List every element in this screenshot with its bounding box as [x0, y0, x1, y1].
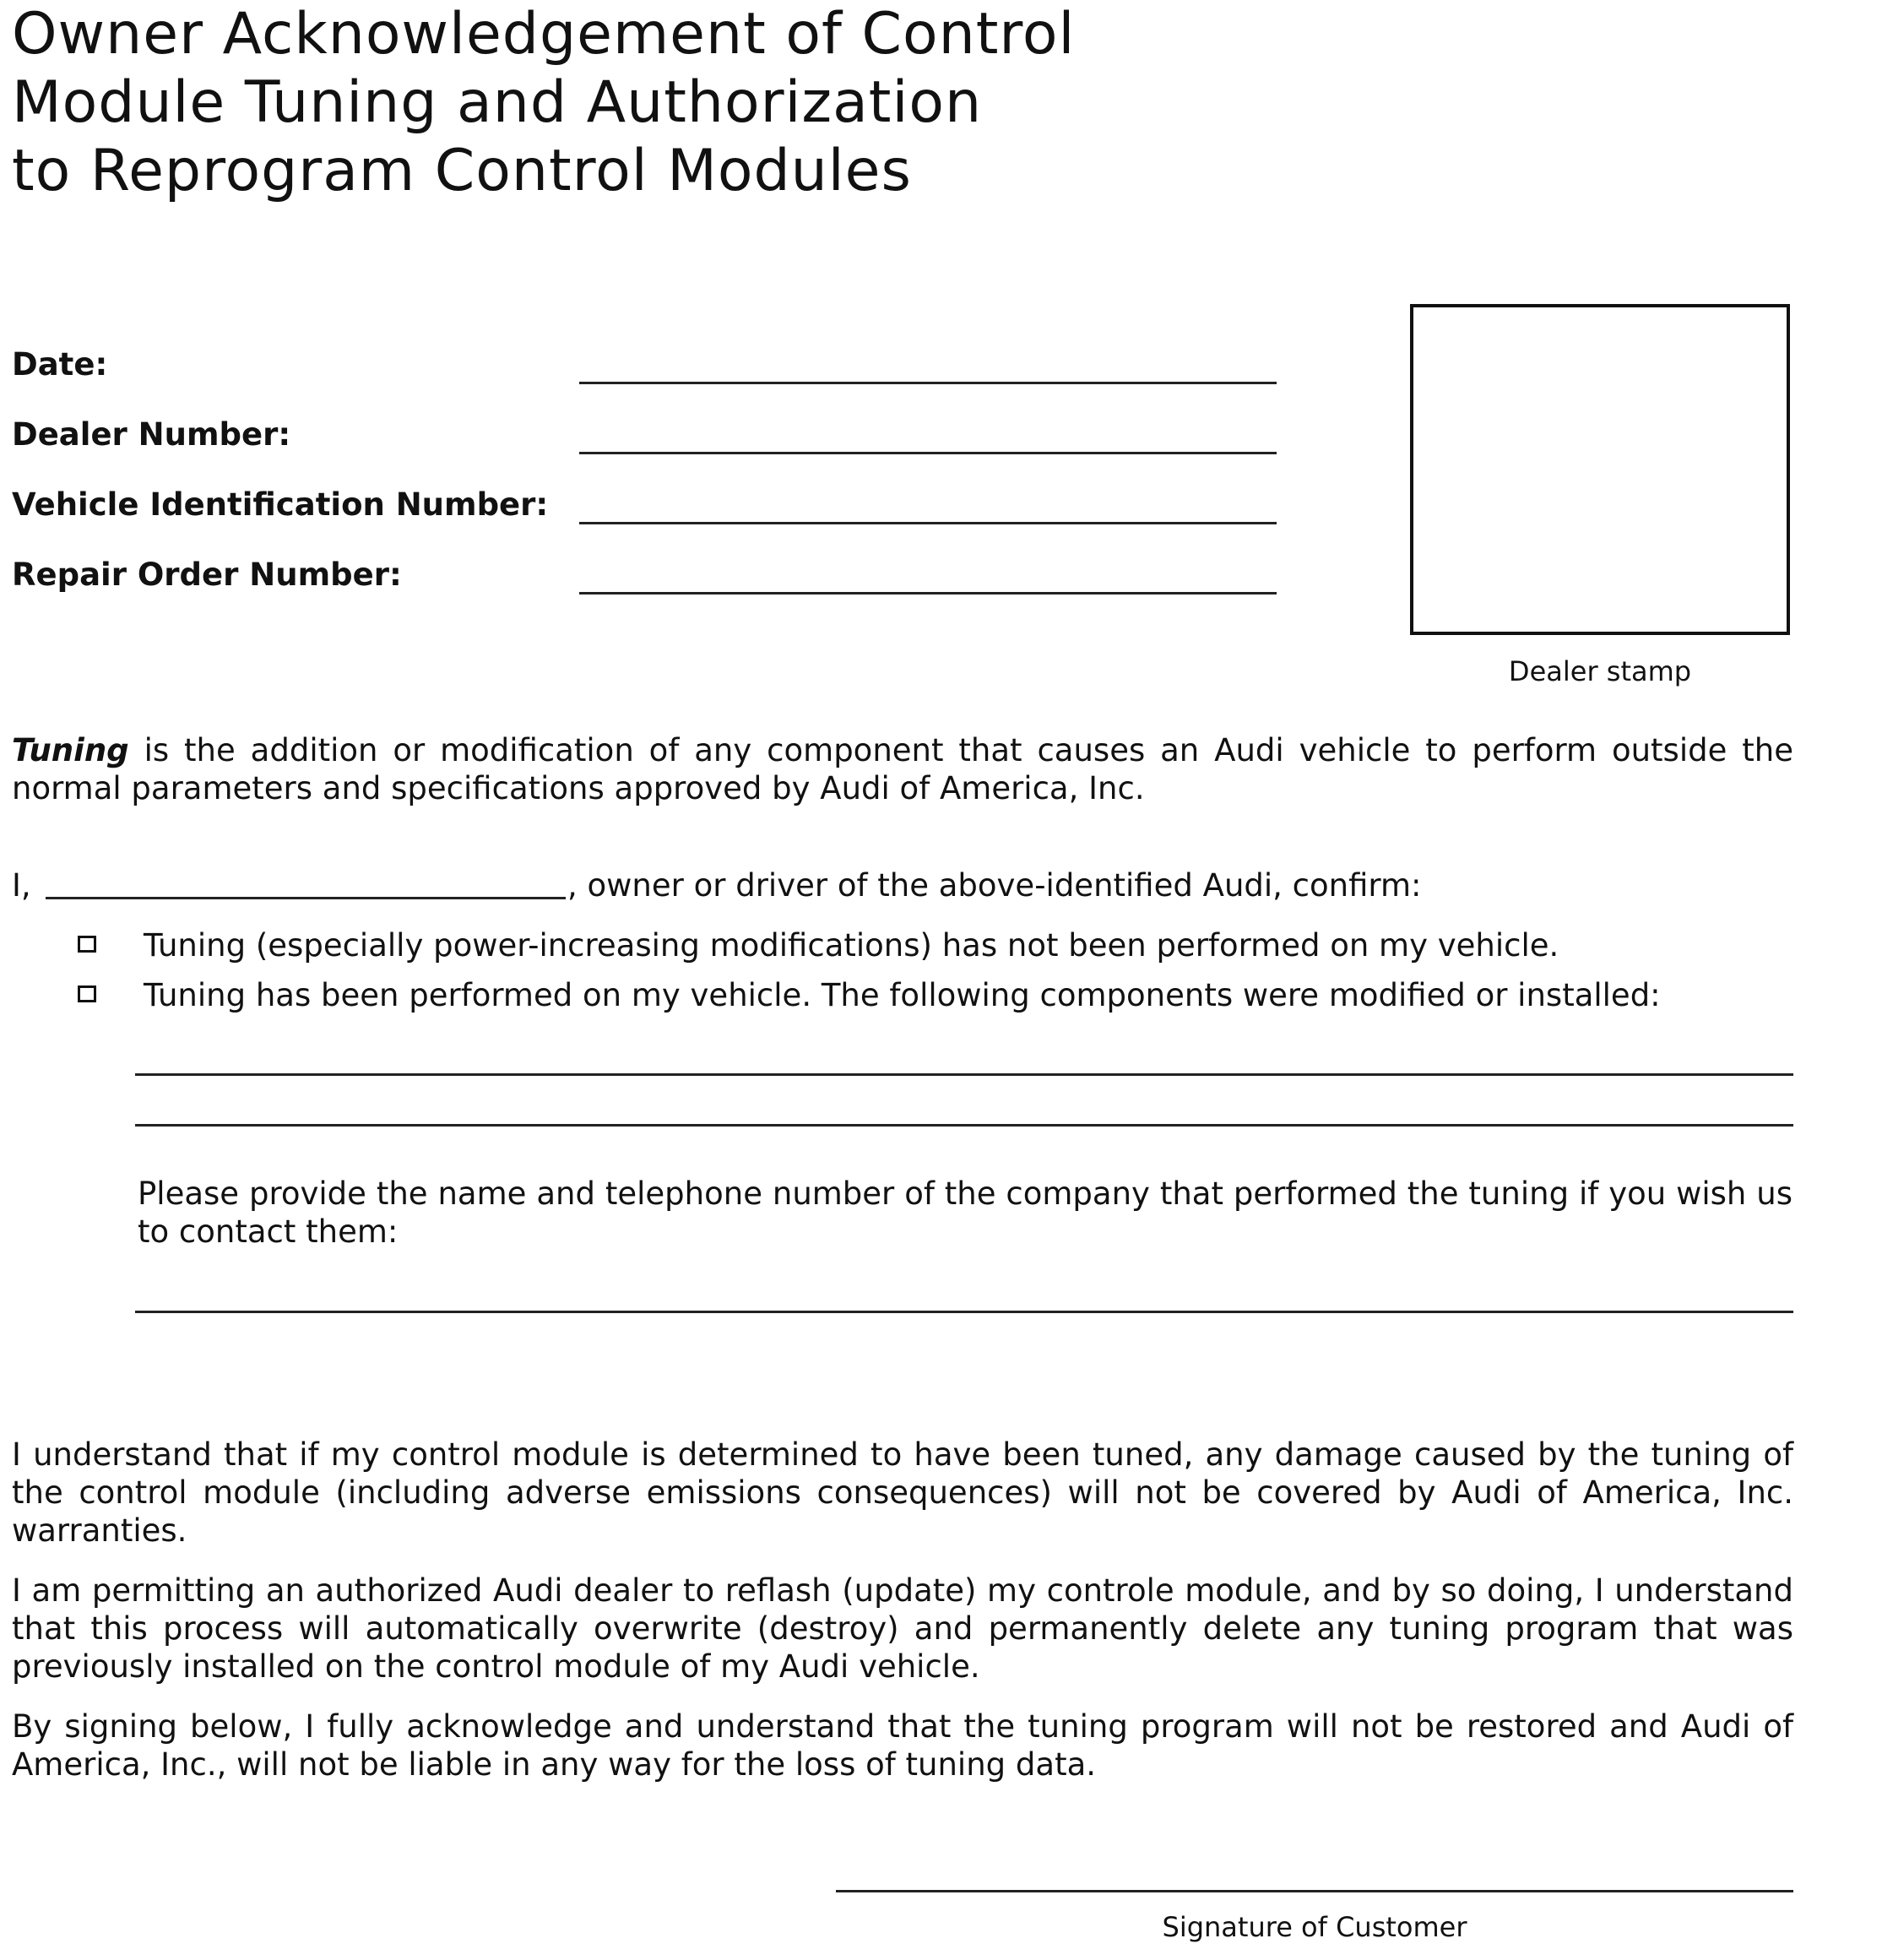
owner-prefix: I,: [12, 867, 31, 904]
components-line-1[interactable]: [135, 1073, 1793, 1076]
statement-warranty: I understand that if my control module is determined to have been tuned, any damage caused by the tuning of the control module (including adverse emissions consequences) will not be covered by Audi of America, Inc. warranties.: [12, 1436, 1793, 1549]
title-line-3: to Reprogram Control Modules: [12, 138, 912, 204]
owner-name-field-line[interactable]: [46, 897, 566, 899]
title-line-2: Module Tuning and Authorization: [12, 69, 983, 136]
tuning-term: Tuning: [12, 732, 129, 768]
tuned-checkbox[interactable]: [78, 985, 96, 1002]
option-tuned: [78, 976, 1661, 1014]
repair-order-field-line[interactable]: [579, 592, 1277, 595]
owner-line: [12, 866, 31, 904]
title-line-1: Owner Acknowledgement of Control: [12, 1, 1076, 68]
owner-suffix: , owner or driver of the above-identified Audi, confirm:: [567, 867, 1422, 904]
tuning-definition-text: is the addition or modification of any component that causes an Audi vehicle to perform outside the normal parameters and specifications approved by Audi of America, Inc.: [12, 732, 1793, 806]
statement-reflash: I am permitting an authorized Audi dealer to reflash (update) my controle module, and by so doing, I understand that this process will automatically overwrite (destroy) and permanently delete any tuning program that was previously installed on the control module of my Audi vehicle.: [12, 1572, 1793, 1685]
option-tuned-label: Tuning has been performed on my vehicle. The following components were modified or installed:: [144, 977, 1661, 1013]
contact-line[interactable]: [135, 1311, 1793, 1313]
components-line-2[interactable]: [135, 1124, 1793, 1127]
date-label: Date:: [12, 346, 108, 383]
dealer-number-label: Dealer Number:: [12, 416, 291, 453]
date-field-line[interactable]: [579, 382, 1277, 384]
repair-order-label: Repair Order Number:: [12, 557, 402, 593]
not-tuned-checkbox[interactable]: [78, 936, 96, 953]
option-not-tuned: [78, 926, 1559, 964]
dealer-stamp-box: [1410, 304, 1790, 635]
statement-acknowledge: By signing below, I fully acknowledge and understand that the tuning program will not be restored and Audi of America, Inc., will not be liable in any way for the loss of tuning data.: [12, 1708, 1793, 1783]
option-not-tuned-label: Tuning (especially power-increasing modifications) has not been performed on my vehicle.: [144, 927, 1559, 964]
signature-line[interactable]: [836, 1890, 1793, 1892]
dealer-stamp-caption: Dealer stamp: [1508, 655, 1692, 687]
contact-request: Please provide the name and telephone number of the company that performed the tuning if you wish us to contact them:: [138, 1175, 1793, 1250]
dealer-number-field-line[interactable]: [579, 452, 1277, 454]
document-title: [12, 0, 1616, 205]
vin-label: Vehicle Identification Number:: [12, 486, 549, 523]
vin-field-line[interactable]: [579, 522, 1277, 524]
tuning-definition: [12, 731, 1793, 807]
signature-caption: Signature of Customer: [1162, 1911, 1467, 1943]
